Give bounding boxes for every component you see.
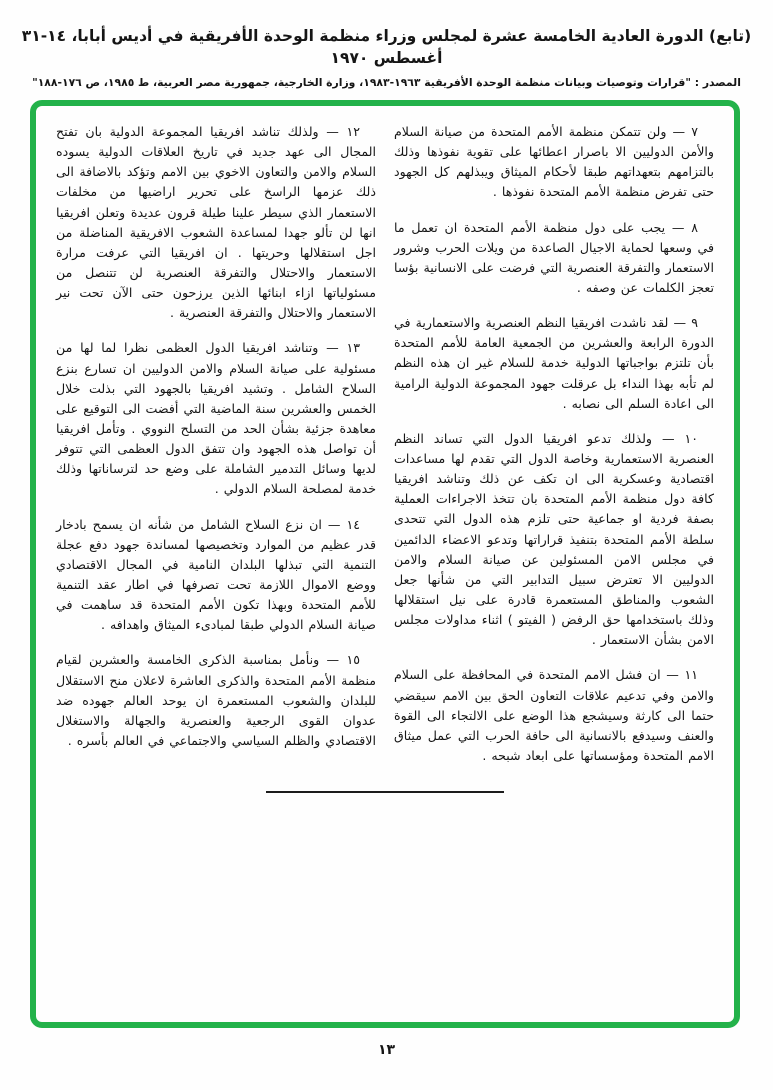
paragraph-item-12: ١٢ — ولذلك تناشد افريقيا المجموعة الدولية بان تفتح المجال الى عهد جديد في تاريخ العلاقات الدولية يسوده السلام والامن والتعاون الاخوي بين الامم وتؤكد بالاضافة الى ذلك عزمها الراسخ على تحرير اراضيها من مخلفات الاستعمار الذي سيطر علينا طيلة قرون عديدة وتعلن افريقيا انها لن تألو جهدا لمساعدة الشعوب الافريقية المناضلة من اجل استقلالها وحريتها . ان افريقيا التي عرفت مرارة الاستعمار والاحتلال والتفرقة العنصرية لن تتنصل من مسئولياتها ازاء ابنائها الذين يرزحون حتى الآن تحت نير الاستعمار والاحتلال والتفرقة العنصرية . [56, 124, 376, 321]
page-number: ١٣ [377, 1042, 396, 1058]
document-title: (تابع) الدورة العادية الخامسة عشرة لمجلس وزراء منظمة الوحدة الأفريقية في أديس أبابا، ١٤-٣١ أغسطس ١٩٧٠ [21, 27, 752, 67]
paragraph-item-13: ١٣ — وتناشد افريقيا الدول العظمى نظرا لما لها من مسئولية على صيانة السلام والامن الدوليين ان تسارع بنزع السلاح الشامل . وتشيد افريقيا بالجهود التي بذلت خلال الخمس والعشرين سنة الماضية التي أفضت الى التوقيع على معاهدة جزئية بشأن الحد من التسلح النووي . وتأمل افريقيا أن تواصل هذه الجهود وان تتفق الدول العظمى التي تتوفر لديها وسائل التدمير الشاملة على وضع حد لترساناتها وذلك خدمة لمصلحة السلام الدولي . [56, 340, 376, 497]
paragraph-item-8: ٨ — يجب على دول منظمة الأمم المتحدة ان تعمل ما في وسعها لحماية الاجيال الصاعدة من ويلات الحرب وشرور الاستعمار والتفرقة العنصرية التي فرضت على الانسانية بؤسا تعجز الكلمات عن وصفه . [394, 219, 714, 295]
green-border-frame [30, 100, 740, 1028]
document-header [0, 0, 773, 91]
paragraph-item-15: ١٥ — ونأمل بمناسبة الذكرى الخامسة والعشرين لقيام منظمة الأمم المتحدة والذكرى العاشرة لاعلان منح الاستقلال للبلدان والشعوب المستعمرة ان يوحد العالم جهوده ضد عدوان القوى الرجعية والعنصرية والجهالة والاستغلال الاقتصادي والظلم السياسي والاجتماعي في العالم بأسره . [56, 652, 376, 748]
paragraph-item-14: ١٤ — ان نزع السلاح الشامل من شأنه ان يسمح بادخار قدر عظيم من الموارد وتخصيصها لمساندة جهود دفع عجلة التنمية التي تبذلها البلدان النامية في المجال الاقتصادي ووضع الاموال اللازمة تحت تصرفها في اطار عقد التنمية للأمم المتحدة وبهذا تكون الأمم المتحدة قد ساهمت في صيانة السلام الدولي طبقا لمبادىء الميثاق واهدافه . [56, 516, 376, 633]
paragraph-item-7: ٧ — ولن تتمكن منظمة الأمم المتحدة من صيانة السلام والأمن الدوليين الا باصرار اعطائها على تقوية نفوذها وذلك بالتزامهم بتعهداتهم طبقا لأحكام الميثاق ويبذلهم كل الجهود حتى تفرض منظمة الأمم المتحدة نفوذها . [394, 124, 714, 200]
end-of-text-divider [266, 791, 504, 793]
source-citation: المصدر : "قرارات وتوصيات وبيانات منظمة الوحدة الأفريقية ١٩٦٣-١٩٨٣، وزارة الخارجية، جمهورية مصر العربية، ط ١٩٨٥، ص ١٧٦-١٨٨" [32, 76, 741, 90]
column-right-items-7-11 [394, 122, 714, 781]
paragraph-item-11: ١١ — ان فشل الامم المتحدة في المحافظة على السلام والامن وفي تدعيم علاقات التعاون الحق بين الامم سيقضي حتما الى كارثة وسيشجع هذا الوضع على الالتجاء الى القوة والعنف وسيدفع بالانسانية الى حافة الحرب التي عمل ميثاق الامم المتحدة ومؤسساتها على ابعاد شبحه . [394, 667, 714, 763]
paragraph-item-10: ١٠ — ولذلك تدعو افريقيا الدول التي تساند النظم العنصرية الاستعمارية وخاصة الدول التي تقدم لها مساعدات اقتصادية وعسكرية الى ان تكف عن ذلك وتناشد افريقيا كافة دول منظمة الأمم المتحدة بان تتخذ الاجراءات العملية بصفة فردية او جماعية حتى تلزم هذه الدول التي تتحدى سلطة الأمم المتحدة بتنفيذ قراراتها وتدعو الاعضاء الدائمين في مجلس الامن المسئولين عن صيانة السلام والامن الدوليين الا تعترض سبيل التدابير التي من شأنها جعل الشعوب والمناطق المستعمرة قادرة على نيل استقلالها وذلك باستخدامها حق الرفض ( الفيتو ) اثناء مداولات مجلس الامن بشأن الاستعمار . [394, 430, 714, 648]
two-column-text-block [56, 122, 714, 781]
paragraph-item-9: ٩ — لقد ناشدت افريقيا النظم العنصرية والاستعمارية في الدورة الرابعة والعشرين من الجمعية العامة للأمم المتحدة بأن تلتزم بواجباتها الدولية خدمة للسلام غير ان هذه النظم لم تأبه بهذا النداء بل عرقلت جهود المجموعة الدولية الرامية الى اعادة السلم الى نصابه . [394, 315, 714, 411]
column-left-items-12-15 [56, 122, 376, 766]
